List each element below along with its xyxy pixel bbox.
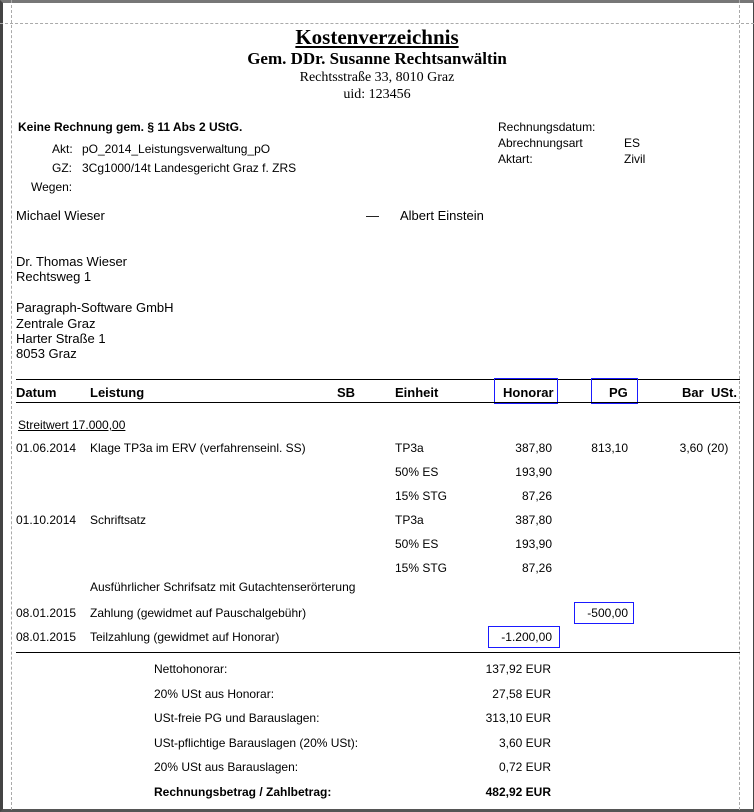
margin-guide-left <box>11 0 12 810</box>
summary-label: USt-pflichtige Barauslagen (20% USt): <box>154 736 359 750</box>
payment-datum: 08.01.2015 <box>16 630 77 644</box>
streitwert: Streitwert 17.000,00 <box>18 418 126 432</box>
payment-datum: 08.01.2015 <box>16 606 77 620</box>
aktart-label: Aktart: <box>498 152 533 166</box>
col-header-einheit: Einheit <box>395 385 439 400</box>
gz-label: GZ: <box>52 161 72 175</box>
col-header-datum: Datum <box>16 385 57 400</box>
recipient-line: Dr. Thomas Wieser <box>16 254 128 269</box>
summary-value: 0,72 EUR <box>498 760 551 774</box>
margin-guide-right <box>739 0 740 810</box>
row-honorar: 387,80 <box>515 513 552 527</box>
row-leistung: Schriftsatz <box>90 513 147 527</box>
document-title: Kostenverzeichnis <box>295 25 459 49</box>
sender-line: Zentrale Graz <box>16 316 96 331</box>
row-note: Ausführlicher Schrifsatz mit Gutachtenserörterung <box>90 580 356 594</box>
summary-value: 313,10 EUR <box>485 711 551 725</box>
rechnungsdatum-label: Rechnungsdatum: <box>498 120 596 134</box>
margin-guide-top <box>0 23 754 24</box>
sender-line: Harter Straße 1 <box>16 331 106 346</box>
row-einheit: 15% STG <box>395 489 448 503</box>
row-leistung: Klage TP3a im ERV (verfahrenseinl. SS) <box>90 441 306 455</box>
row-pg: 813,10 <box>591 441 628 455</box>
row-datum: 01.06.2014 <box>16 441 77 455</box>
summary-label: Nettohonorar: <box>154 662 228 676</box>
row-honorar: 387,80 <box>515 441 552 455</box>
akt-label: Akt: <box>52 142 73 156</box>
row-einheit: 50% ES <box>395 537 439 551</box>
row-einheit: 15% STG <box>395 561 448 575</box>
row-honorar: 87,26 <box>521 489 552 503</box>
firm-uid: uid: 123456 <box>343 87 411 102</box>
row-datum: 01.10.2014 <box>16 513 77 527</box>
row-honorar: 193,90 <box>515 465 552 479</box>
row-bar: 3,60 <box>679 441 703 455</box>
payment-leistung: Teilzahlung (gewidmet auf Honorar) <box>90 630 280 644</box>
summary-value: 27,58 EUR <box>492 687 551 701</box>
party-right: Albert Einstein <box>400 208 484 223</box>
party-dash: — <box>366 208 379 223</box>
wegen-label: Wegen: <box>31 180 73 194</box>
col-header-pg: PG <box>609 385 628 400</box>
akt-value: pO_2014_Leistungsverwaltung_pO <box>82 142 271 156</box>
firm-name: Gem. DDr. Susanne Rechtsanwältin <box>247 49 507 68</box>
invoice-notice: Keine Rechnung gem. § 11 Abs 2 UStG. <box>18 120 243 134</box>
payment-pg: -500,00 <box>587 606 628 620</box>
payment-honorar: -1.200,00 <box>501 630 552 644</box>
recipient-line: Rechtsweg 1 <box>16 269 92 284</box>
table-header-rule <box>16 402 740 403</box>
summary-label: Rechnungsbetrag / Zahlbetrag: <box>154 785 332 799</box>
summary-label: 20% USt aus Barauslagen: <box>154 760 299 774</box>
summary-value: 3,60 EUR <box>498 736 551 750</box>
abrechnungsart-label: Abrechnungsart <box>498 136 583 150</box>
summary-value: 482,92 EUR <box>485 785 551 799</box>
row-honorar: 193,90 <box>515 537 552 551</box>
col-header-honorar: Honorar <box>503 385 554 400</box>
summary-label: USt-freie PG und Barauslagen: <box>154 711 320 725</box>
row-honorar: 87,26 <box>521 561 552 575</box>
col-header-bar: Bar <box>682 385 704 400</box>
sender-line: Paragraph-Software GmbH <box>16 300 174 315</box>
gz-value: 3Cg1000/14t Landesgericht Graz f. ZRS <box>82 161 297 175</box>
party-left: Michael Wieser <box>16 208 105 223</box>
row-einheit: TP3a <box>395 441 424 455</box>
col-header-leistung: Leistung <box>90 385 145 400</box>
payment-leistung: Zahlung (gewidmet auf Pauschalgebühr) <box>90 606 307 620</box>
summary-label: 20% USt aus Honorar: <box>154 687 275 701</box>
col-header-ust: USt. <box>711 385 737 400</box>
table-bottom-rule <box>16 652 740 653</box>
aktart-value: Zivil <box>624 152 646 166</box>
col-header-sb: SB <box>337 385 356 400</box>
row-einheit: TP3a <box>395 513 424 527</box>
sender-line: 8053 Graz <box>16 346 77 361</box>
firm-address: Rechtsstraße 33, 8010 Graz <box>299 70 455 85</box>
abrechnungsart-value: ES <box>624 136 641 150</box>
summary-value: 137,92 EUR <box>485 662 551 676</box>
row-ust: (20) <box>707 441 729 455</box>
row-einheit: 50% ES <box>395 465 439 479</box>
